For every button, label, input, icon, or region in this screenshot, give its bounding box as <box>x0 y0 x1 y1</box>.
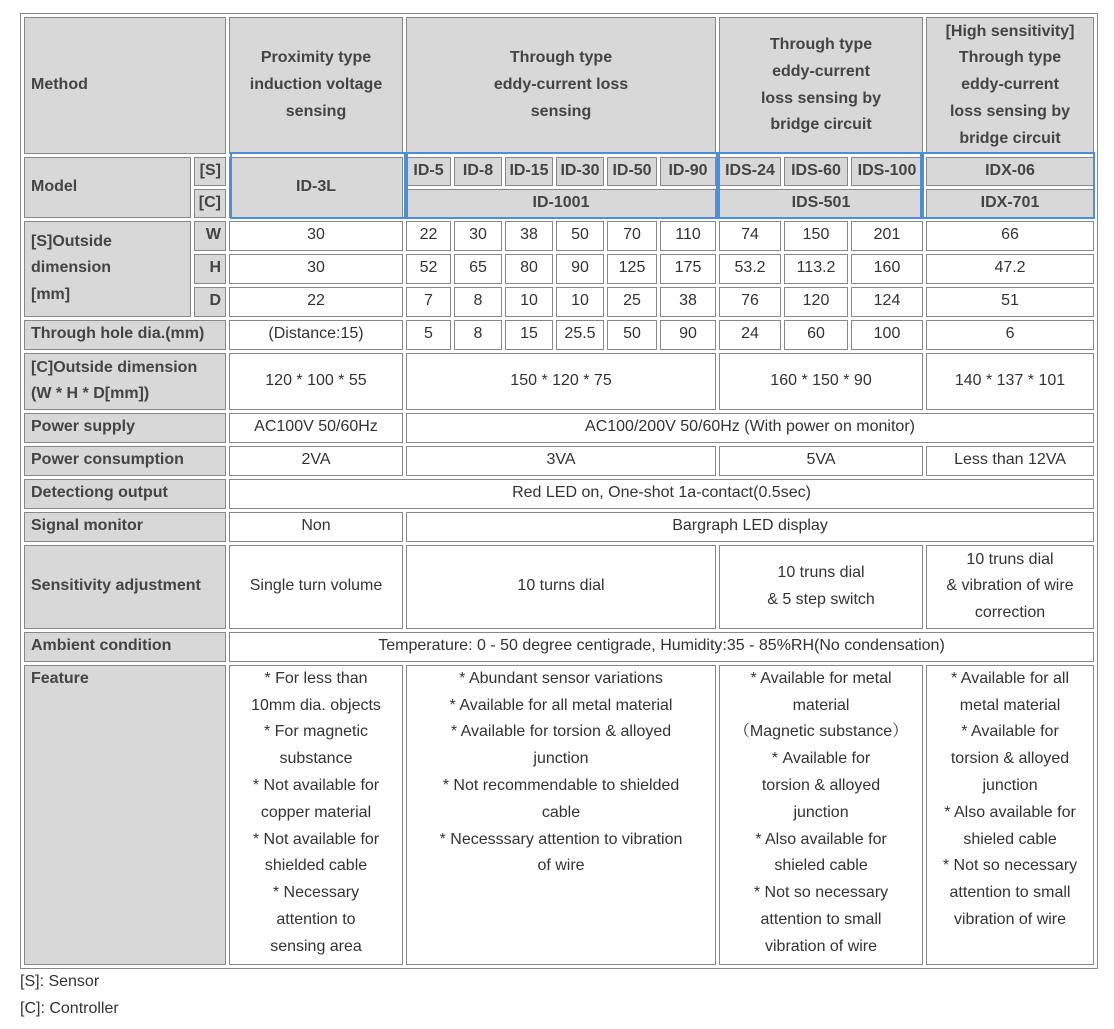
table-cell: 38 <box>660 287 716 317</box>
table-cell: 150 <box>784 221 848 251</box>
model-sensor: ID-90 <box>660 157 716 186</box>
table-cell: 25 <box>607 287 657 317</box>
spec-table <box>20 13 1098 969</box>
note-sensor: [S]: Sensor <box>20 973 100 990</box>
power-consumption-label: Power consumption <box>24 446 226 476</box>
table-cell: 5 <box>406 320 451 350</box>
power-supply-label: Power supply <box>24 413 226 443</box>
table-cell: 52 <box>406 254 451 284</box>
table-cell: 53.2 <box>719 254 781 284</box>
sensitivity-label: Sensitivity adjustment <box>24 545 226 629</box>
table-cell: 38 <box>505 221 553 251</box>
table-cell: 120 <box>784 287 848 317</box>
model-proximity: ID-3L <box>229 157 403 218</box>
table-cell: 8 <box>454 287 502 317</box>
outside-w-row <box>24 221 1094 251</box>
table-cell: 10 <box>556 287 604 317</box>
table-cell: 160 <box>851 254 923 284</box>
table-cell: AC100/200V 50/60Hz (With power on monitor) <box>406 413 1094 443</box>
table-cell: 125 <box>607 254 657 284</box>
table-cell: 60 <box>784 320 848 350</box>
table-cell: 10 turns dial <box>406 545 716 629</box>
table-cell: 90 <box>660 320 716 350</box>
model-s-tag: [S] <box>194 157 226 186</box>
table-cell: 10 <box>505 287 553 317</box>
table-cell: 201 <box>851 221 923 251</box>
feature-row <box>24 665 1094 965</box>
legend-notes <box>20 968 119 1022</box>
table-cell: 8 <box>454 320 502 350</box>
outside-dimension-label: [S]Outside dimension [mm] <box>24 221 191 317</box>
model-sensor: ID-5 <box>406 157 451 186</box>
table-cell: 74 <box>719 221 781 251</box>
table-cell: 175 <box>660 254 716 284</box>
table-cell: 100 <box>851 320 923 350</box>
sensitivity-row <box>24 545 1094 629</box>
feature-label: Feature <box>24 665 226 965</box>
table-cell: 30 <box>229 254 403 284</box>
table-cell: Less than 12VA <box>926 446 1094 476</box>
ambient-row <box>24 632 1094 662</box>
table-cell: 22 <box>406 221 451 251</box>
method-header: Method <box>24 17 226 154</box>
table-cell: 10 truns dial & vibration of wire correction <box>926 545 1094 629</box>
table-cell: Non <box>229 512 403 542</box>
feature-cell: * Available for all metal material * Available for torsion & alloyed junction * Also available for shieled cable * Not so necessary attention to small vibration of wire <box>926 665 1094 965</box>
hole-row <box>24 320 1094 350</box>
table-cell: 50 <box>556 221 604 251</box>
feature-cell: * Abundant sensor variations * Available for all metal material * Available for torsion & alloyed junction * Not recommendable to shielded cable * Necesssary attention to vibration of wire <box>406 665 716 965</box>
model-sensor: IDS-60 <box>784 157 848 186</box>
table-cell: 30 <box>229 221 403 251</box>
table-cell: 22 <box>229 287 403 317</box>
through-type-header: Through type eddy-current loss sensing <box>406 17 716 154</box>
model-controller: IDX-701 <box>926 189 1094 218</box>
table-cell: 6 <box>926 320 1094 350</box>
w-tag: W <box>194 221 226 251</box>
table-cell: Temperature: 0 - 50 degree centigrade, Humidity:35 - 85%RH(No condensation) <box>229 632 1094 662</box>
power-consumption-row <box>24 446 1094 476</box>
table-cell: 50 <box>607 320 657 350</box>
model-sensor: IDS-100 <box>851 157 923 186</box>
controller-dimension-row <box>24 353 1094 410</box>
table-cell: 66 <box>926 221 1094 251</box>
model-c-tag: [C] <box>194 189 226 218</box>
table-cell: 76 <box>719 287 781 317</box>
table-cell: 113.2 <box>784 254 848 284</box>
hole-label: Through hole dia.(mm) <box>24 320 226 350</box>
table-cell: 160 * 150 * 90 <box>719 353 923 410</box>
table-cell: Bargraph LED display <box>406 512 1094 542</box>
proximity-type-header: Proximity type induction voltage sensing <box>229 17 403 154</box>
bridge-type-header: Through type eddy-current loss sensing by bridge circuit <box>719 17 923 154</box>
table-cell: 90 <box>556 254 604 284</box>
model-sensor: ID-50 <box>607 157 657 186</box>
table-cell: AC100V 50/60Hz <box>229 413 403 443</box>
h-tag: H <box>194 254 226 284</box>
table-cell: 70 <box>607 221 657 251</box>
model-sensor: ID-15 <box>505 157 553 186</box>
model-sensor: ID-8 <box>454 157 502 186</box>
feature-cell: * Available for metal material （Magnetic substance） * Available for torsion & alloyed junction * Also available for shieled cable * Not so necessary attention to small vibration of wire <box>719 665 923 965</box>
table-cell: 24 <box>719 320 781 350</box>
table-cell: 51 <box>926 287 1094 317</box>
table-cell: Single turn volume <box>229 545 403 629</box>
signal-monitor-label: Signal monitor <box>24 512 226 542</box>
model-sensor: ID-30 <box>556 157 604 186</box>
high-sensitivity-header: [High sensitivity] Through type eddy-current loss sensing by bridge circuit <box>926 17 1094 154</box>
model-controller: ID-1001 <box>406 189 716 218</box>
model-sensor: IDS-24 <box>719 157 781 186</box>
table-cell: 80 <box>505 254 553 284</box>
table-cell: 124 <box>851 287 923 317</box>
signal-monitor-row <box>24 512 1094 542</box>
model-controller: IDS-501 <box>719 189 923 218</box>
table-cell: 15 <box>505 320 553 350</box>
power-supply-row <box>24 413 1094 443</box>
table-cell: 7 <box>406 287 451 317</box>
table-cell: 140 * 137 * 101 <box>926 353 1094 410</box>
table-cell: 3VA <box>406 446 716 476</box>
feature-cell: * For less than 10mm dia. objects * For magnetic substance * Not available for copper material * Not available for shielded cable * Necessary attention to sensing area <box>229 665 403 965</box>
table-cell: 2VA <box>229 446 403 476</box>
table-cell: 10 truns dial & 5 step switch <box>719 545 923 629</box>
model-sensor-row <box>24 157 1094 186</box>
table-cell: 150 * 120 * 75 <box>406 353 716 410</box>
model-sensor: IDX-06 <box>926 157 1094 186</box>
table-cell: 30 <box>454 221 502 251</box>
table-cell: 5VA <box>719 446 923 476</box>
detecting-output-label: Detectiong output <box>24 479 226 509</box>
ambient-label: Ambient condition <box>24 632 226 662</box>
controller-dimension-label: [C]Outside dimension (W * H * D[mm]) <box>24 353 226 410</box>
table-cell: 120 * 100 * 55 <box>229 353 403 410</box>
table-cell: Red LED on, One-shot 1a-contact(0.5sec) <box>229 479 1094 509</box>
header-row <box>24 17 1094 154</box>
table-cell: 25.5 <box>556 320 604 350</box>
table-cell: 110 <box>660 221 716 251</box>
table-cell: 47.2 <box>926 254 1094 284</box>
table-cell: (Distance:15) <box>229 320 403 350</box>
note-controller: [C]: Controller <box>20 1000 119 1017</box>
spec-table-wrapper <box>20 13 1098 969</box>
d-tag: D <box>194 287 226 317</box>
table-cell: 65 <box>454 254 502 284</box>
detecting-output-row <box>24 479 1094 509</box>
model-label: Model <box>24 157 191 218</box>
